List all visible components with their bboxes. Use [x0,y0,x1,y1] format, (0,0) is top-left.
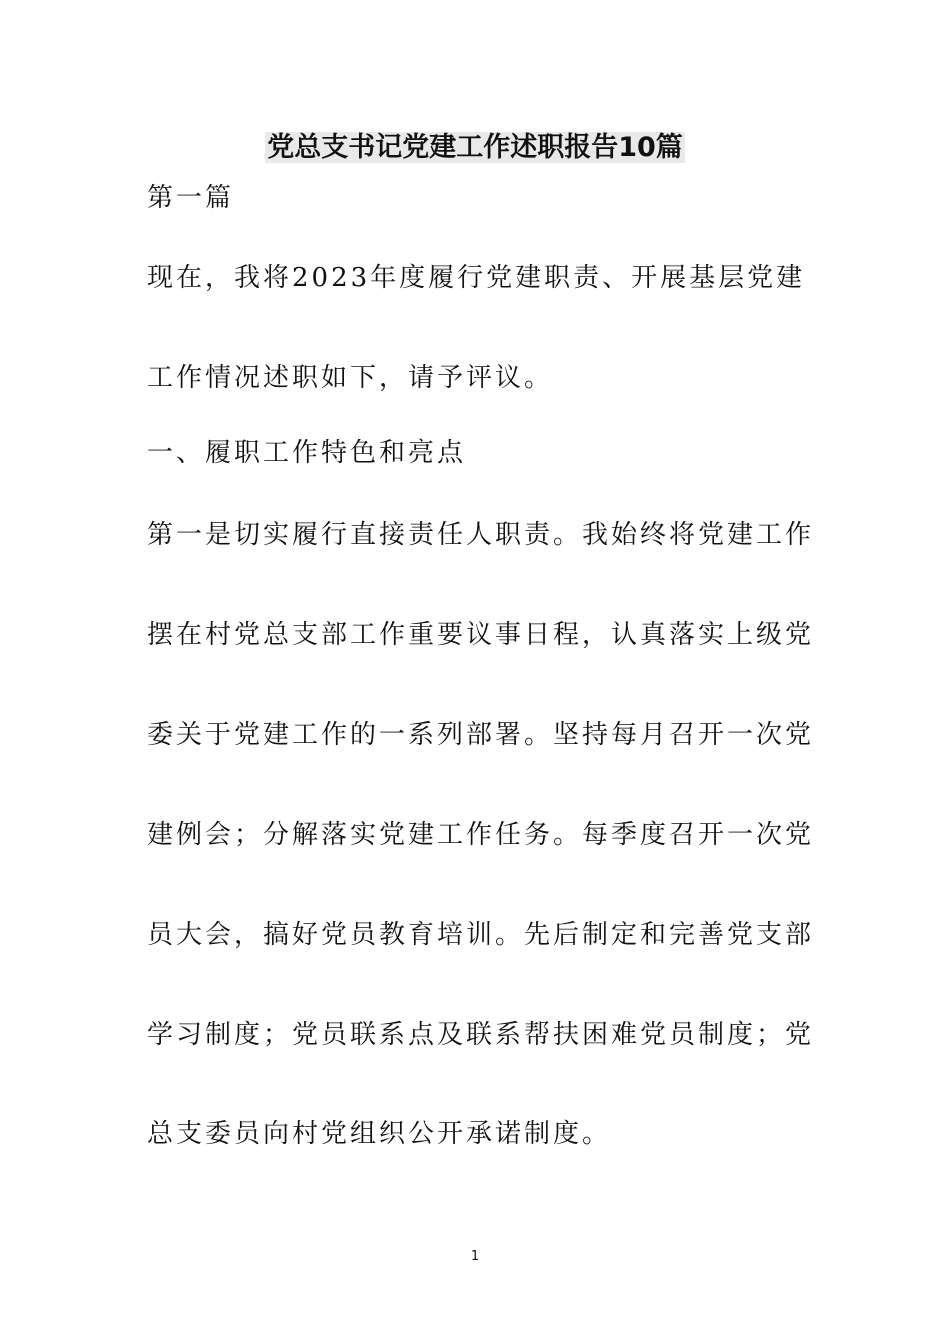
document-title-text: 党总支书记党建工作述职报告10篇 [267,132,683,163]
text-line: 建例会；分解落实党建工作任务。每季度召开一次党 [147,820,815,850]
text-line: 委关于党建工作的一系列部署。坚持每月召开一次党 [147,720,815,750]
text-line: 工作情况述职如下，请予评议。 [147,363,554,393]
section-heading-first-piece: 第一篇 [147,183,235,213]
page-number: 1 [470,1249,480,1264]
text-line: 现在，我将2023年度履行党建职责、开展基层党建 [147,263,806,293]
text-line: 员大会，搞好党员教育培训。先后制定和完善党支部 [147,920,815,950]
text-line: 摆在村党总支部工作重要议事日程，认真落实上级党 [147,620,815,650]
text-line: 总支委员向村党组织公开承诺制度。 [147,1119,612,1149]
document-title [0,128,950,168]
text-line: 学习制度；党员联系点及联系帮扶困难党员制度；党 [147,1020,815,1050]
text-line: 第一是切实履行直接责任人职责。我始终将党建工作 [147,520,815,550]
section-heading-highlights: 一、履职工作特色和亮点 [147,438,467,468]
